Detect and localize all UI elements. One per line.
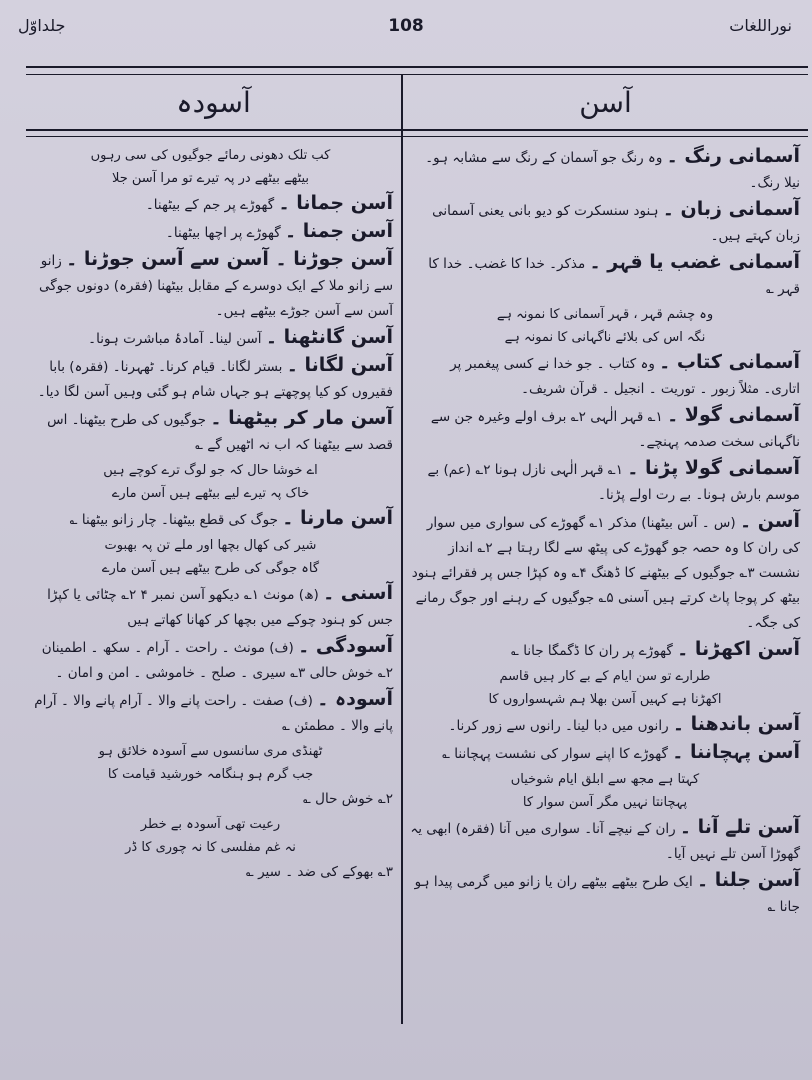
dictionary-entry <box>28 247 393 324</box>
dictionary-entry <box>28 353 393 405</box>
dictionary-entry <box>410 868 800 920</box>
verse-line-2: پہچانتا نہیں مگر آسن سوار کا <box>522 795 688 810</box>
headword: آسن جلنا ۔ <box>697 869 800 891</box>
headword: آسمانی غضب یا قہر ۔ <box>589 251 800 273</box>
headword: آسن پہچاننا ۔ <box>672 741 800 763</box>
definition: وہ کتاب ۔ جو خدا نے کسی پیغمبر پر اتاری۔ مثلاً زبور ۔ توریت ۔ انجیل ۔ قرآن شریف۔ <box>450 356 800 397</box>
dictionary-entry <box>410 740 800 767</box>
headword: آسن تلے آنا ۔ <box>679 816 800 838</box>
verse-line-2: اکھڑنا ہے کہیں آسن بھلا ہم شہسواروں کا <box>488 692 722 707</box>
headword: آسنی ۔ <box>323 582 393 604</box>
definition: زانو سے زانو ملا کے ایک دوسرے کے مقابل بیٹھنا (فقرہ) دونوں جوگی آسن سے آسن جوڑے بیٹھے ہیں۔ <box>39 253 393 319</box>
dictionary-entry <box>28 219 393 246</box>
dictionary-entry <box>410 250 800 302</box>
heading-rule-thin <box>26 136 808 137</box>
right-column <box>410 144 800 921</box>
left-column-heading: آسودہ <box>176 86 251 119</box>
definition: ۳؎ بھوکے کی ضد ۔ سیر ؎ <box>245 864 393 880</box>
book-title: نوراللغات <box>729 16 792 35</box>
dictionary-entry <box>28 860 393 885</box>
verse-line-1: کب تلک دھونی رمائے جوگیوں کی سی رہوں <box>90 148 331 163</box>
verse-line-2: بیٹھے بیٹھے در پہ تیرے تو مرا آسن جلا <box>111 171 310 186</box>
definition: بستر لگانا۔ قیام کرنا۔ ٹھہرنا۔ (فقرہ) بابا فقیروں کو کیا پوچھتے ہو جہاں شام ہو گئی وہیں آسن لگا دیا۔ <box>37 359 393 400</box>
headword: آسن مارنا ۔ <box>282 507 393 529</box>
definition: (س ۔ آس بیٹھنا) مذکر ۱؎ گھوڑے کی سواری میں سوار کی ران کا وہ حصہ جو گھوڑے کی پیٹھ سے لگا رہتا ہے ۲؎ انداز نشست ۳؎ جوگیوں کے بیٹھنے کا ڈھنگ ۴؎ وہ کپڑا جس پر فقرائے ہنود بیٹھ کر پوجا پاٹ کرتے ہیں آسنی ۵؎ جوگیوں کے رہنے اور جوگ رمانے کی جگہ۔ <box>411 515 800 631</box>
dictionary-entry <box>410 712 800 739</box>
definition: گھوڑے کا اپنے سوار کی نشست پہچاننا ؎ <box>442 746 668 762</box>
dictionary-entry <box>410 197 800 249</box>
dictionary-entry <box>410 456 800 508</box>
definition: رانوں میں دبا لینا۔ رانوں سے زور کرنا۔ <box>448 718 669 734</box>
verse-line-1: طرارے تو سن ایام کے بے کار ہیں قاسم <box>499 669 711 684</box>
dictionary-entry <box>28 191 393 218</box>
headword: آسمانی گولا پڑنا ۔ <box>627 457 800 479</box>
definition: گھوڑے پر جم کے بیٹھنا۔ <box>145 197 275 213</box>
definition: گھوڑے پر ران کا ڈگمگا جانا ؎ <box>511 643 673 659</box>
dictionary-entry <box>410 815 800 867</box>
definition: گھوڑے پر اچھا بیٹھنا۔ <box>165 225 281 241</box>
left-column <box>28 144 393 886</box>
verse-quote <box>28 144 393 190</box>
definition: ران کے نیچے آنا۔ سواری میں آنا (فقرہ) ابھی یہ گھوڑا آسن تلے نہیں آیا۔ <box>410 821 800 862</box>
headword: آسن اکھڑنا ۔ <box>677 638 800 660</box>
verse-line-2: جب گرم ہو ہنگامہ خورشید قیامت کا <box>107 767 314 782</box>
definition: (ھ) مونث ۱؎ دیکھو آسن نمبر ۴ ۲؎ چٹائی یا کپڑا جس کو ہنود چوکے میں بچھا کر کھانا کھاتے ہیں <box>47 587 393 628</box>
dictionary-entry <box>410 509 800 636</box>
definition: ۱؎ قہر الٰہی ۲؎ برف اولے وغیرہ جن سے ناگہانی سخت صدمہ پہنچے۔ <box>430 409 800 450</box>
headword: آسن مار کر بیٹھنا ۔ <box>210 407 393 429</box>
page-number: 108 <box>388 16 424 36</box>
verse-line-1: شیر کی کھال بچھا اور ملے تن پہ بھبوت <box>104 538 317 553</box>
dictionary-entry <box>28 325 393 352</box>
verse-quote <box>410 768 800 814</box>
headword: آسمانی رنگ ۔ <box>666 145 800 167</box>
headword: آسودگی ۔ <box>298 635 393 657</box>
top-rule <box>26 66 808 68</box>
headword: آسمانی گولا ۔ <box>667 404 800 426</box>
right-column-heading: آسن <box>579 86 632 119</box>
headword: آسن جمنا ۔ <box>285 220 393 242</box>
headword: آسمانی زبان ۔ <box>662 198 800 220</box>
headword: آسن گانٹھنا ۔ <box>265 326 393 348</box>
headword: آسن باندھنا ۔ <box>672 713 800 735</box>
heading-rule <box>26 129 808 131</box>
column-divider <box>401 74 403 1024</box>
definition: ۱؎ قہر الٰہی نازل ہونا ۲؎ (عم) بے موسم بارش ہونا۔ بے رت اولے پڑنا۔ <box>427 462 800 503</box>
verse-quote <box>28 459 393 505</box>
verse-quote <box>28 534 393 580</box>
verse-quote <box>410 303 800 349</box>
verse-line-1: کہتا ہے مجھ سے ابلق ایام شوخیاں <box>510 772 700 787</box>
dictionary-entry <box>410 403 800 455</box>
definition: ۲؎ خوش حال ؎ <box>302 791 393 807</box>
headword: آسن ۔ <box>739 510 800 532</box>
verse-line-2: خاک پہ تیرے لیے بیٹھے ہیں آسن مارے <box>111 486 310 501</box>
headword: آسودہ ۔ <box>317 688 393 710</box>
verse-line-1: رعیت تھی آسودہ بے خطر <box>140 817 281 832</box>
headword: آسمانی کتاب ۔ <box>659 351 800 373</box>
headword: آسن جمانا ۔ <box>278 192 393 214</box>
definition: آسن لینا۔ آمادۂ مباشرت ہونا۔ <box>88 331 262 347</box>
dictionary-entry <box>28 581 393 633</box>
definition: وہ رنگ جو آسمان کے رنگ سے مشابہ ہو۔ نیلا رنگ۔ <box>425 150 800 191</box>
dictionary-entry <box>28 787 393 812</box>
verse-line-2: گاہ جوگی کی طرح بیٹھے ہیں آسن مارے <box>101 561 320 576</box>
verse-quote <box>410 665 800 711</box>
verse-line-1: وہ چشم قہر ، قہر آسمانی کا نمونہ ہے <box>496 307 714 322</box>
definition: (ف) صفت ۔ راحت پانے والا ۔ آرام پانے والا ۔ آرام پانے والا ۔ مطمئن ؎ <box>34 693 393 734</box>
dictionary-entry <box>410 350 800 402</box>
dictionary-entry <box>410 144 800 196</box>
definition: ایک طرح بیٹھے بیٹھے ران یا زانو میں گرمی پیدا ہو جانا ؎ <box>414 874 800 915</box>
dictionary-entry <box>28 506 393 533</box>
volume-label: جلداوّل <box>18 16 66 35</box>
definition: جوگیوں کی طرح بیٹھنا۔ اس قصد سے بیٹھنا کہ اب نہ اٹھیں گے ؎ <box>47 412 393 453</box>
verse-quote <box>28 740 393 786</box>
definition: (ف) مونث ۔ راحت ۔ آرام ۔ سکھ ۔ اطمینان ۲؎ خوش حالی ۳؎ سیری ۔ صلح ۔ خاموشی ۔ امن و امان ۔ <box>41 640 393 681</box>
definition: جوگ کی قطع بیٹھنا۔ چار زانو بیٹھنا ؎ <box>69 512 278 528</box>
definition: مذکر۔ خدا کا غضب۔ خدا کا قہر ؎ <box>428 256 800 297</box>
headword: آسن لگانا ۔ <box>286 354 393 376</box>
verse-quote <box>28 813 393 859</box>
verse-line-1: اے خوشا حال کہ جو لوگ ترے کوچے ہیں <box>103 463 318 478</box>
verse-line-2: نہ غم مفلسی کا نہ چوری کا ڈر <box>125 840 296 855</box>
dictionary-entry <box>410 637 800 664</box>
verse-line-1: ٹھنڈی مری سانسوں سے آسودہ خلائق ہو <box>98 744 323 759</box>
dictionary-entry <box>28 634 393 686</box>
top-rule-thin <box>26 74 808 75</box>
dictionary-entry <box>28 687 393 739</box>
headword: آسن جوڑنا ۔ آسن سے آسن جوڑنا ۔ <box>66 248 393 270</box>
verse-line-2: نگہ اس کی بلائے ناگہانی کا نمونہ ہے <box>504 330 706 345</box>
dictionary-entry <box>28 406 393 458</box>
definition: ہنود سنسکرت کو دیو بانی یعنی آسمانی زبان کہتے ہیں۔ <box>432 203 800 244</box>
